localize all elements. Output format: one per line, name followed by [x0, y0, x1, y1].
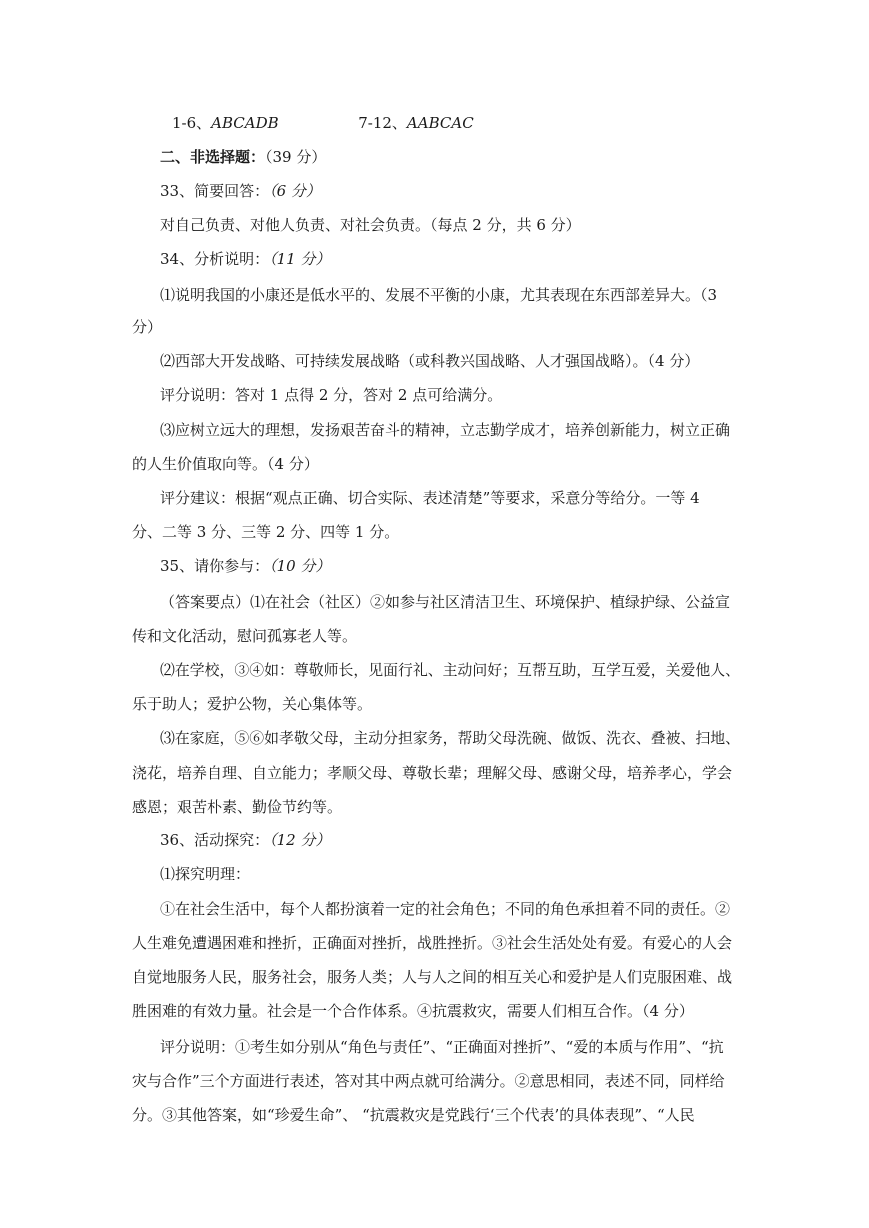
q34-p2: ⑵西部大开发战略、可持续发展战略（或科教兴国战略、人才强国战略）。（4 分）	[160, 352, 700, 370]
q35-p3-line3: 感恩；艰苦朴素、勤俭节约等。	[132, 798, 343, 816]
q36-heading	[160, 830, 330, 850]
q36-note-line3: 分。③其他答案，如“珍爱生命”、 “抗震救灾是党践行‘三个代表’的具体表现”、“人民	[132, 1106, 695, 1124]
q35-title: 35、请你参与：	[160, 557, 270, 575]
q35-p1-line1: （答案要点）⑴在社会（社区）②如参与社区清洁卫生、环境保护、植绿护绿、公益宣	[160, 593, 731, 611]
q36-score: （12 分）	[269, 831, 331, 849]
q34-note2-line2: 分、二等 3 分、三等 2 分、四等 1 分。	[132, 523, 400, 541]
q35-score: （10 分）	[269, 557, 331, 575]
q34-heading	[160, 249, 330, 269]
q36-sub1: ⑴探究明理：	[160, 865, 251, 883]
q34-p3-line1: ⑶应树立远大的理想，发扬艰苦奋斗的精神，立志勤学成才，培养创新能力，树立正确	[160, 421, 731, 439]
q33-title: 33、简要回答：	[160, 182, 270, 200]
q36-p1-line4: 胜困难的有效力量。社会是一个合作体系。④抗震救灾，需要人们相互合作。（4 分）	[132, 1002, 694, 1020]
q34-p1-line1: ⑴说明我国的小康还是低水平的、发展不平衡的小康，尤其表现在东西部差异大。（3	[160, 286, 718, 304]
mc-range-1: 1-6、	[172, 114, 212, 132]
q36-note-line2: 灾与合作”三个方面进行表述，答对其中两点就可给满分。②意思相同，表述不同，同样给	[132, 1072, 725, 1090]
section-title: 二、非选择题：	[160, 148, 266, 166]
q36-p1-line1: ①在社会生活中，每个人都扮演着一定的社会角色；不同的角色承担着不同的责任。②	[160, 900, 731, 918]
mc-answers-1: ABCADB	[211, 114, 279, 132]
q35-p2-line2: 乐于助人；爱护公物，关心集体等。	[132, 695, 373, 713]
q33-heading	[160, 181, 321, 201]
q35-p2-line1: ⑵在学校，③④如：尊敬师长，见面行礼、主动问好；互帮互助，互学互爱，关爱他人、	[160, 661, 741, 679]
q34-p1-line2: 分）	[132, 318, 163, 336]
mc-range-2: 7-12、	[358, 114, 407, 132]
q34-score: （11 分）	[269, 250, 331, 268]
q35-heading	[160, 556, 330, 576]
q34-note2-line1: 评分建议：根据“观点正确、切合实际、表述清楚”等要求，采意分等给分。一等 4	[160, 489, 700, 507]
q36-p1-line2: 人生难免遭遇困难和挫折，正确面对挫折，战胜挫折。③社会生活处处有爱。有爱心的人会	[132, 934, 733, 952]
q35-p3-line2: 浇花，培养自理、自立能力；孝顺父母、尊敬长辈；理解父母、感谢父母，培养孝心，学会	[132, 764, 733, 782]
section-heading	[160, 147, 326, 167]
q34-p3-line2: 的人生价值取向等。（4 分）	[132, 455, 319, 473]
q36-p1-line3: 自觉地服务人民，服务社会，服务人类；人与人之间的相互关心和爱护是人们克服困难、战	[132, 968, 733, 986]
mc-answers-2: AABCAC	[406, 114, 474, 132]
q36-note-line1: 评分说明：①考生如分别从“角色与责任”、“正确面对挫折”、“爱的本质与作用”、“抗	[160, 1038, 724, 1056]
section-score: （39 分）	[265, 148, 327, 166]
q34-title: 34、分析说明：	[160, 250, 270, 268]
q36-title: 36、活动探究：	[160, 831, 270, 849]
q35-p1-line2: 传和文化活动，慰问孤寡老人等。	[132, 627, 358, 645]
q34-note1: 评分说明：答对 1 点得 2 分，答对 2 点可给满分。	[160, 386, 503, 404]
mc-answers-line	[172, 113, 474, 133]
q33-score: （6 分）	[269, 182, 321, 200]
q33-answer: 对自己负责、对他人负责、对社会负责。（每点 2 分，共 6 分）	[160, 216, 581, 234]
q35-p3-line1: ⑶在家庭，⑤⑥如孝敬父母，主动分担家务，帮助父母洗碗、做饭、洗衣、叠被、扫地、	[160, 729, 741, 747]
